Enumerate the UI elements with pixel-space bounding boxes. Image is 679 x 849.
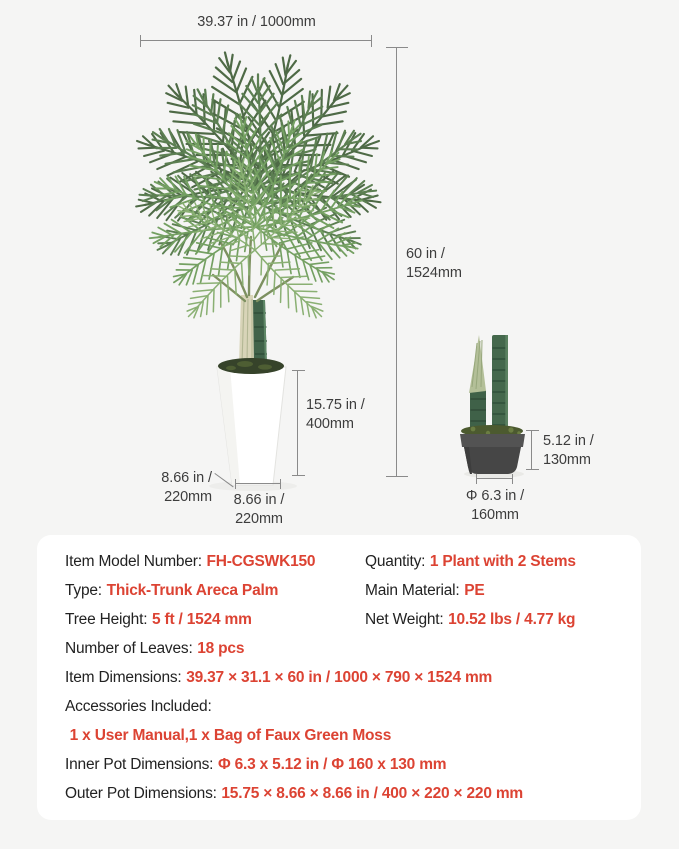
spec-label: Inner Pot Dimensions: bbox=[65, 756, 214, 773]
spec-label: Number of Leaves: bbox=[65, 640, 193, 657]
spec-label: Accessories Included: bbox=[65, 698, 212, 715]
spec-value: FH-CGSWK150 bbox=[206, 553, 316, 570]
spec-label: Outer Pot Dimensions: bbox=[65, 785, 217, 802]
spec-label: Main Material: bbox=[365, 582, 460, 599]
inner-pot-height-dimension-line bbox=[531, 430, 532, 470]
spec-item-dimensions bbox=[65, 663, 615, 692]
spec-net-weight bbox=[365, 605, 615, 634]
inner-pot-illustration bbox=[455, 335, 540, 480]
inner-pot-diameter-label: Φ 6.3 in / 160mm bbox=[465, 488, 525, 524]
outer-pot-width-dimension-line bbox=[235, 483, 281, 484]
spec-value: Φ 6.3 x 5.12 in / Φ 160 x 130 mm bbox=[217, 756, 447, 773]
plant-height-dimension-line bbox=[396, 47, 397, 477]
spec-main-material bbox=[365, 576, 615, 605]
plant-height-label: 60 in / 1524mm bbox=[406, 246, 462, 282]
plant-width-label: 39.37 in / 1000mm bbox=[197, 14, 316, 30]
spec-card bbox=[37, 535, 641, 820]
spec-value: 5 ft / 1524 mm bbox=[151, 611, 252, 628]
spec-value: 1 Plant with 2 Stems bbox=[429, 553, 576, 570]
spec-quantity bbox=[365, 547, 615, 576]
spec-value: 39.37 × 31.1 × 60 in / 1000 × 790 × 1524 mm bbox=[186, 669, 493, 686]
inner-pot-diameter-dimension-line bbox=[476, 478, 513, 479]
spec-type bbox=[65, 576, 365, 605]
spec-value: 10.52 lbs / 4.77 kg bbox=[448, 611, 576, 628]
spec-number-of-leaves bbox=[65, 634, 615, 663]
spec-label: Quantity: bbox=[365, 553, 426, 570]
spec-item-model-number bbox=[65, 547, 365, 576]
spec-tree-height bbox=[65, 605, 365, 634]
spec-value: 18 pcs bbox=[197, 640, 245, 657]
spec-value: 15.75 × 8.66 × 8.66 in / 400 × 220 × 220 mm bbox=[221, 785, 524, 802]
spec-value: PE bbox=[464, 582, 485, 599]
spec-accessories-list bbox=[65, 721, 615, 750]
outer-pot-height-dimension-line bbox=[297, 370, 298, 476]
outer-pot-depth-label: 8.66 in / 220mm bbox=[161, 470, 212, 506]
outer-pot-height-label: 15.75 in / 400mm bbox=[306, 397, 365, 433]
spec-label: Item Model Number: bbox=[65, 553, 202, 570]
spec-inner-pot-dimensions bbox=[65, 750, 615, 779]
spec-accessories-included bbox=[65, 692, 615, 721]
spec-value: Thick-Trunk Areca Palm bbox=[106, 582, 279, 599]
spec-label: Item Dimensions: bbox=[65, 669, 182, 686]
spec-outer-pot-dimensions bbox=[65, 779, 615, 808]
spec-label: Type: bbox=[65, 582, 102, 599]
spec-label: Net Weight: bbox=[365, 611, 444, 628]
outer-pot-width-label: 8.66 in / 220mm bbox=[233, 492, 285, 528]
inner-pot-height-label: 5.12 in / 130mm bbox=[543, 433, 594, 469]
palm-tree-illustration bbox=[95, 45, 425, 500]
spec-grid bbox=[65, 547, 615, 634]
spec-label: Tree Height: bbox=[65, 611, 148, 628]
spec-value: 1 x User Manual,1 x Bag of Faux Green Moss bbox=[69, 727, 392, 744]
plant-width-dimension-line bbox=[140, 40, 372, 41]
